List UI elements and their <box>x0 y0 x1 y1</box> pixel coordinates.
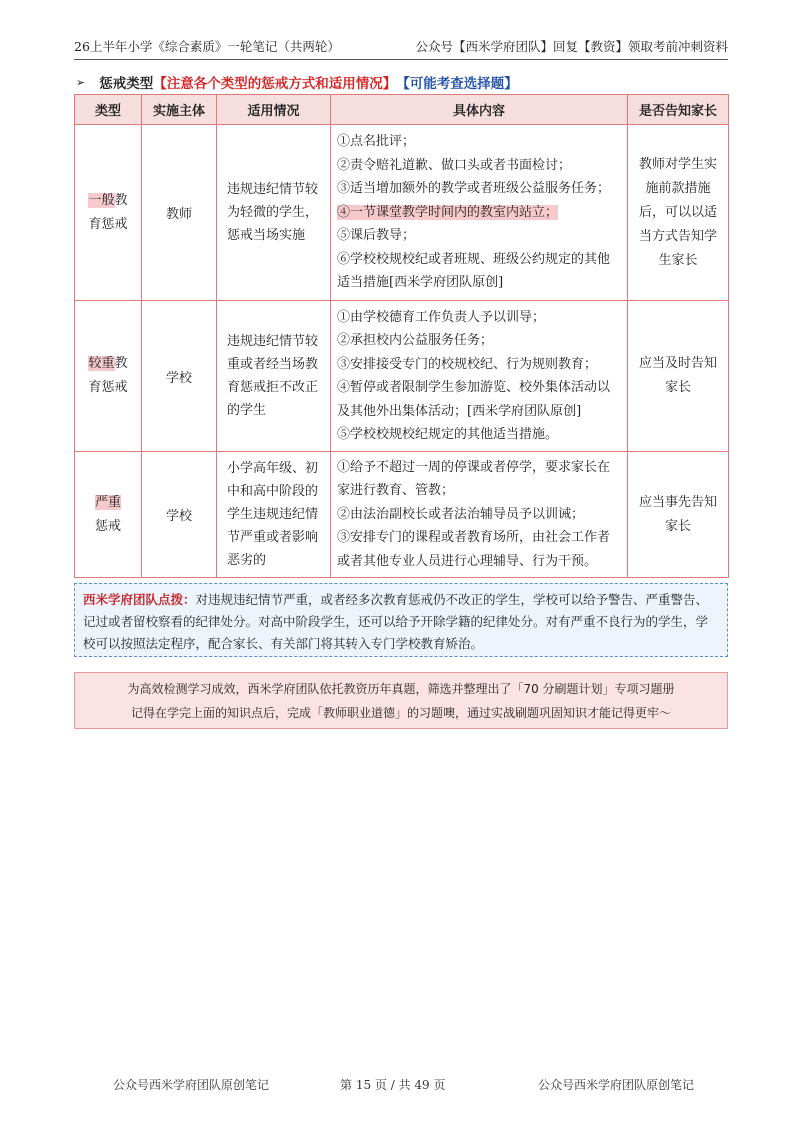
type-highlight: 较重 <box>88 356 115 371</box>
type-rest: 教育惩戒 <box>88 192 128 232</box>
header-applicable: 适用情况 <box>217 95 331 125</box>
content-item: ④暂停或者限制学生参加游览、校外集体活动以及其他外出集体活动；[西米学府团队原创] <box>337 380 611 419</box>
type-rest: 惩戒 <box>94 518 121 534</box>
page-header <box>74 36 728 60</box>
content-item: ①由学校德育工作负责人予以训导； <box>337 309 546 325</box>
cell-subject: 学校 <box>142 452 217 578</box>
cell-type <box>75 125 142 301</box>
punishment-table <box>74 94 729 578</box>
cell-applicable: 违规违纪情节较重或者经当场教育惩戒拒不改正的学生 <box>217 301 331 452</box>
content-item-highlighted: ④一节课堂教学时间内的教室内站立； <box>337 204 559 220</box>
cell-notify: 教师对学生实施前款措施后，可以以适当方式告知学生家长 <box>628 125 729 301</box>
tips-label: 西米学府团队点拨： <box>83 592 196 607</box>
type-highlight: 一般 <box>88 192 115 208</box>
cell-subject: 教师 <box>142 125 217 301</box>
promo-box <box>74 672 728 729</box>
content-item: ①点名批评； <box>337 134 416 150</box>
section-note-blue: 【可能考查选择题】 <box>396 76 518 92</box>
cell-notify: 应当事先告知家长 <box>628 452 729 578</box>
content-item: ②由法治副校长或者法治辅导员予以训诫； <box>337 506 585 522</box>
content-item: ⑤课后教导； <box>337 228 416 244</box>
footer-left: 公众号西米学府团队原创笔记 <box>113 1078 270 1092</box>
page-footer <box>0 1076 800 1096</box>
cell-content <box>331 301 628 452</box>
header-notify: 是否告知家长 <box>628 95 729 125</box>
content-item: ③安排专门的课程或者教育场所，由社会工作者或者其他专业人员进行心理辅导、行为干预。 <box>337 530 611 569</box>
cell-applicable: 违规违纪情节较为轻微的学生，惩戒当场实施 <box>217 125 331 301</box>
section-title <box>76 72 518 92</box>
type-highlight: 严重 <box>94 494 121 510</box>
content-item: ⑥学校校规校纪或者班规、班级公约规定的其他适当措施[西米学府团队原创] <box>337 251 611 291</box>
header-left: 26上半年小学《综合素质》一轮笔记（共两轮） <box>74 39 340 54</box>
content-item: ⑤学校校规校纪规定的其他适当措施。 <box>337 427 559 442</box>
content-item: ①给予不超过一周的停课或者停学，要求家长在家进行教育、管教； <box>337 459 611 499</box>
tips-box <box>74 583 728 657</box>
cell-content <box>331 125 628 301</box>
footer-right: 公众号西米学府团队原创笔记 <box>538 1078 695 1092</box>
table-row <box>75 125 729 301</box>
cell-subject: 学校 <box>142 301 217 452</box>
cell-type <box>75 301 142 452</box>
table-header-row <box>75 95 729 125</box>
page-number: 第 15 页 / 共 49 页 <box>340 1078 446 1092</box>
content-item: ③适当增加额外的教学或者班级公益服务任务； <box>337 181 611 197</box>
cell-content <box>331 452 628 578</box>
cell-notify: 应当及时告知家长 <box>628 301 729 452</box>
header-content: 具体内容 <box>331 95 628 125</box>
header-subject: 实施主体 <box>142 95 217 125</box>
header-right: 公众号【西米学府团队】回复【教资】领取考前冲刺资料 <box>415 39 728 54</box>
content-item: ③安排接受专门的校规校纪、行为规则教育； <box>337 356 598 372</box>
section-note-red: 【注意各个类型的惩戒方式和适用情况】 <box>153 76 397 92</box>
cell-type <box>75 452 142 578</box>
cell-applicable: 小学高年级、初中和高中阶段的学生违规违纪情节严重或者影响恶劣的 <box>217 452 331 578</box>
table-row <box>75 301 729 452</box>
promo-line: 记得在学完上面的知识点后，完成「教师职业道德」的习题噢，通过实战刷题巩固知识才能记得更牢～ <box>130 706 671 720</box>
content-item: ②承担校内公益服务任务； <box>337 333 494 348</box>
header-type: 类型 <box>75 95 142 125</box>
type-rest: 教育惩戒 <box>88 356 128 395</box>
section-title-text: 惩戒类型 <box>99 76 154 92</box>
table-row <box>75 452 729 578</box>
promo-line: 为高效检测学习成效，西米学府团队依托教资历年真题，筛选并整理出了「70 分刷题计划」专项习题册 <box>127 682 675 696</box>
content-item: ②责令赔礼道歉、做口头或者书面检讨； <box>337 157 572 173</box>
arrow-bullet-icon: ➢ <box>76 75 86 89</box>
tips-text: 对违规违纪情节严重，或者经多次教育惩戒仍不改正的学生，学校可以给予警告、严重警告、记过或者留校察看的纪律处分。对高中阶段学生，还可以给予开除学籍的纪律处分。对有严重不良行为的学生，学校可以按照法定程序，配合家长、有关部门将其转入专门学校教育矫治。 <box>83 592 709 651</box>
